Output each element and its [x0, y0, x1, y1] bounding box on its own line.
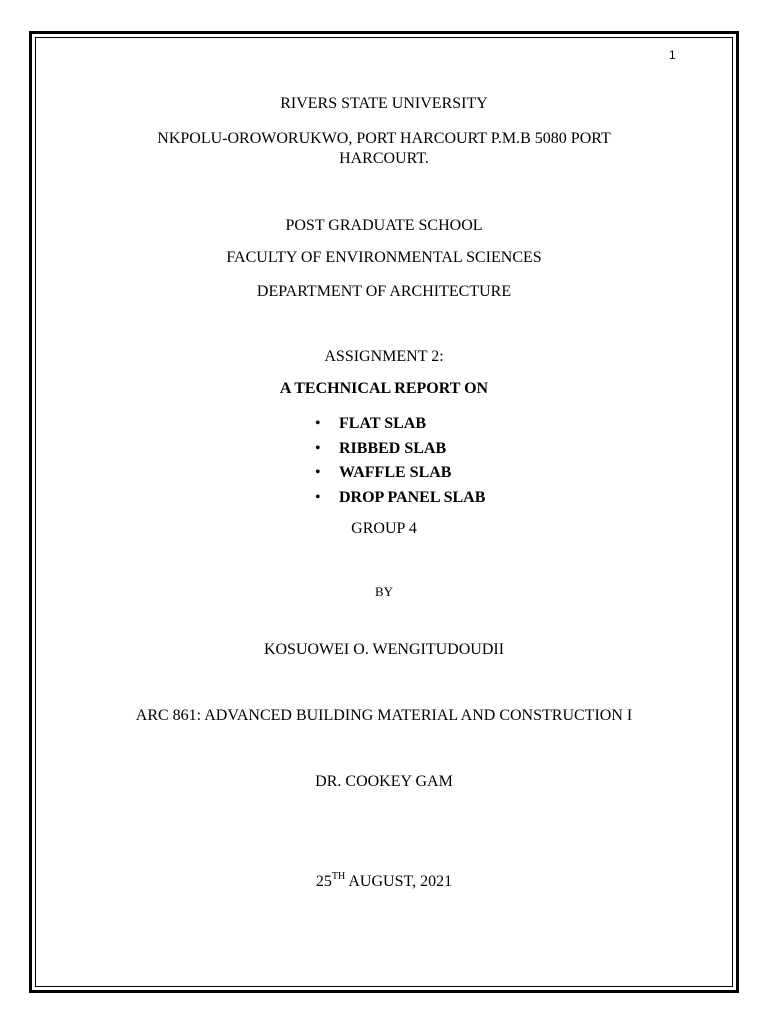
- topic-item: • DROP PANEL SLAB: [313, 486, 485, 511]
- by-label: BY: [374, 584, 394, 599]
- faculty-name: FACULTY OF ENVIRONMENTAL SCIENCES: [226, 249, 542, 266]
- course-title: ARC 861: ADVANCED BUILDING MATERIAL AND CONSTRUCTION I: [135, 707, 633, 724]
- assignment-label: ASSIGNMENT 2:: [324, 348, 444, 365]
- submission-date: [0, 872, 768, 891]
- topic-item: • WAFFLE SLAB: [313, 461, 485, 486]
- author-name: KOSUOWEI O. WENGITUDOUDII: [263, 641, 505, 658]
- address-line-2: HARCOURT.: [339, 150, 429, 167]
- date-rest: AUGUST, 2021: [345, 873, 453, 890]
- lecturer-name: DR. COOKEY GAM: [315, 773, 453, 790]
- group-label: GROUP 4: [351, 520, 417, 537]
- school-name: POST GRADUATE SCHOOL: [285, 217, 483, 234]
- university-name: RIVERS STATE UNIVERSITY: [280, 95, 488, 112]
- page-number: 1: [669, 48, 676, 62]
- page-border-inner: [35, 37, 733, 987]
- address-line-1: NKPOLU-OROWORUKWO, PORT HARCOURT P.M.B 5080 PORT: [157, 130, 611, 147]
- topic-list: [313, 412, 485, 510]
- report-heading: A TECHNICAL REPORT ON: [279, 380, 489, 397]
- topic-item: • RIBBED SLAB: [313, 437, 485, 462]
- topic-item: • FLAT SLAB: [313, 412, 485, 437]
- date-day: 25: [315, 873, 332, 890]
- department-name: DEPARTMENT OF ARCHITECTURE: [256, 283, 512, 300]
- date-suffix: TH: [331, 870, 346, 882]
